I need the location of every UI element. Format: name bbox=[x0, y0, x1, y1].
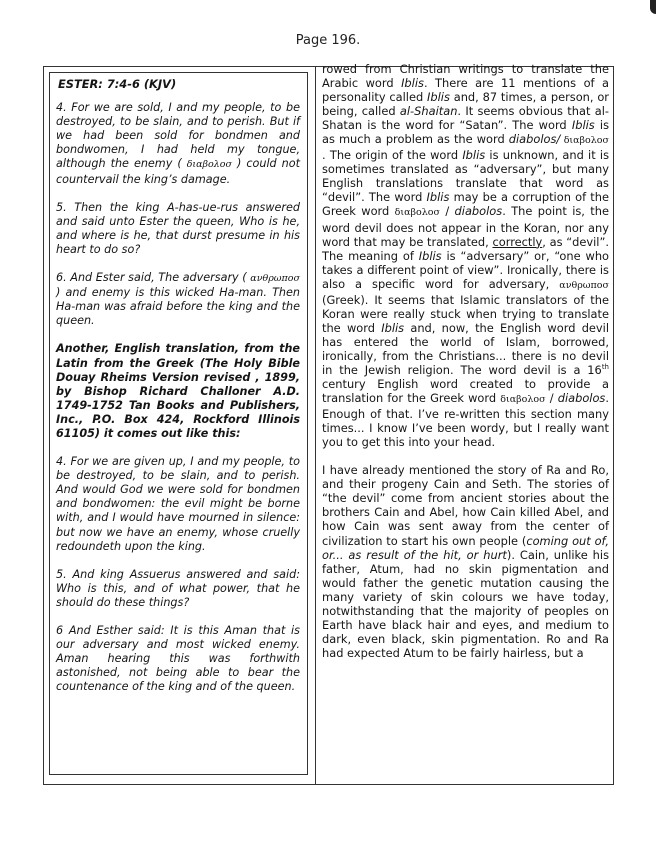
greek-word: διαβολοσ bbox=[394, 207, 440, 219]
italic-term: Iblis bbox=[462, 148, 486, 163]
text: . Enough of that. I’ve re-written this section many times... I know I’ve been wordy, but I really want you to get this into your head. bbox=[322, 391, 609, 450]
text: , as “devil”. The meaning of bbox=[322, 234, 609, 263]
body-paragraph-cain bbox=[322, 463, 609, 660]
text: . The point is, the word devil does not appear in the Koran, nor any word that may be translated, bbox=[322, 204, 609, 249]
italic-term: diabolos bbox=[454, 204, 503, 219]
text: and, 87 times, a person, or being, called bbox=[322, 90, 609, 119]
text: is unknown, and it is sometimes translated as “adversary”, but many English translations translate that word as “devil”. The word bbox=[322, 148, 609, 205]
text: . There are 11 mentions of a personality called bbox=[322, 76, 610, 105]
douay-verse-5: 5. And king Assuerus answered and said: Who is this, and of what power, that he should do these things? bbox=[56, 567, 300, 609]
italic-term: diabolos bbox=[557, 391, 606, 406]
italic-term: Iblis bbox=[427, 90, 450, 105]
text: (Greek). It seems that Islamic translators of the Koran were really stuck when trying to translate the word bbox=[322, 292, 609, 335]
scripture-heading: ESTER: 7:4-6 (KJV) bbox=[58, 77, 177, 91]
greek-word: ανθρωποσ bbox=[559, 279, 609, 291]
underlined-term: correctly bbox=[492, 234, 543, 249]
douay-verse-6: 6 And Esther said: It is this Aman that is our adversary and most wicked enemy. Aman hearing this was forthwith astonished, not being able to bear the countenance of the king and of the queen. bbox=[56, 624, 300, 694]
superscript: th bbox=[601, 363, 609, 372]
douay-verse-4: 4. For we are given up, I and my people, to be destroyed, to be slain, and to perish. And would God we were sold for bondmen and bondwomen: the evil might be borne with, and I would have mourned in silence: but now we have an enemy, whose cruelly redoundeth upon the king. bbox=[56, 455, 300, 553]
italic-term: Iblis bbox=[571, 118, 595, 133]
italic-term: Iblis bbox=[381, 320, 405, 335]
italic-term: al-Shaitan bbox=[399, 104, 458, 119]
italic-term: Iblis bbox=[418, 248, 442, 263]
text: / bbox=[545, 391, 558, 406]
kjv-verse-4 bbox=[56, 101, 300, 187]
kjv-verse-5: 5. Then the king A-has-ue-rus answered and said unto Ester the queen, Who is he, and where is he, that durst presume in his heart to do so? bbox=[56, 200, 300, 256]
greek-word: διαβολοσ bbox=[500, 394, 546, 406]
verse-text: 4. For we are sold, I and my people, to be destroyed, to be slain, and to perish. But if we had been sold for bondmen and bondwomen, I had held my tongue, although the enemy ( bbox=[56, 101, 300, 171]
italic-term: Iblis bbox=[401, 76, 424, 91]
italic-phrase: coming out of, or... as result of the hit, or hurt bbox=[322, 533, 609, 562]
page-number: Page 196. bbox=[295, 33, 361, 48]
greek-word: διαβολοσ bbox=[560, 135, 609, 147]
right-column bbox=[322, 62, 609, 674]
italic-term: diabolos/ bbox=[508, 132, 561, 147]
verse-text: ) and enemy is this wicked Ha-man. Then Ha-man was afraid before the king and the queen. bbox=[56, 286, 300, 328]
italic-term: Iblis bbox=[426, 190, 450, 205]
text: ). Cain, unlike his father, Atum, had no skin pigmentation and would father the genetic mutation causing the many variety of skin colours we have today, notwithstanding that the majority of peoples on Earth have black hair and eyes, and medium to dark, even black, skin pigmentation. Ro and Ra had expected Atum to be fairly hairless, but a bbox=[322, 547, 609, 660]
text: is “adversary” or, “one who takes a different point of view”. Ironically, there is also a specific word for adversary, bbox=[322, 248, 610, 291]
translation-note: Another, English translation, from the Latin from the Greek (The Holy Bible Douay Rheims Version revised , 1899, by Bishop Richard Challoner A.D. 1749-1752 Tan Books and Publishers, Inc., P.O. Box 424, Rockford Illinois 61105) it comes out like this: bbox=[56, 342, 300, 440]
column-divider bbox=[315, 66, 316, 785]
greek-word: ανθρωποσ bbox=[250, 273, 300, 285]
text: rowed from Christian writings to translate the Arabic word bbox=[322, 62, 609, 91]
text: . The origin of the word bbox=[322, 148, 463, 163]
left-column bbox=[56, 72, 300, 708]
greek-word: διαβολοσ bbox=[186, 159, 232, 171]
body-paragraph-iblis bbox=[322, 62, 609, 449]
text: . It seems obvious that al-Shatan is the word for “Satan”. The word bbox=[322, 104, 609, 133]
kjv-verse-6 bbox=[56, 271, 300, 328]
text: century English word created to provide a translation for the Greek word bbox=[322, 377, 609, 406]
text: and, now, the English word devil has entered the world of Islam, borrowed, ironically, from the Christians... there is no devil in the Jewish religion. The word devil is a 16 bbox=[322, 320, 610, 377]
text: may be a corruption of the Greek word bbox=[322, 190, 609, 219]
verse-text: 6. And Ester said, The adversary ( bbox=[56, 271, 251, 285]
verse-text: ) could not countervail the king’s damage. bbox=[56, 157, 300, 186]
text: / bbox=[439, 204, 455, 219]
scan-artifact bbox=[650, 0, 656, 14]
text: I have already mentioned the story of Ra and Ro, and their progeny Cain and Seth. The stories of “the devil” come from ancient stories about the brothers Cain and Abel, how Cain killed Abel, and how Cain was sent away from the center of civilization to start his own people ( bbox=[322, 463, 609, 548]
text: is as much a problem as the word bbox=[322, 118, 609, 147]
